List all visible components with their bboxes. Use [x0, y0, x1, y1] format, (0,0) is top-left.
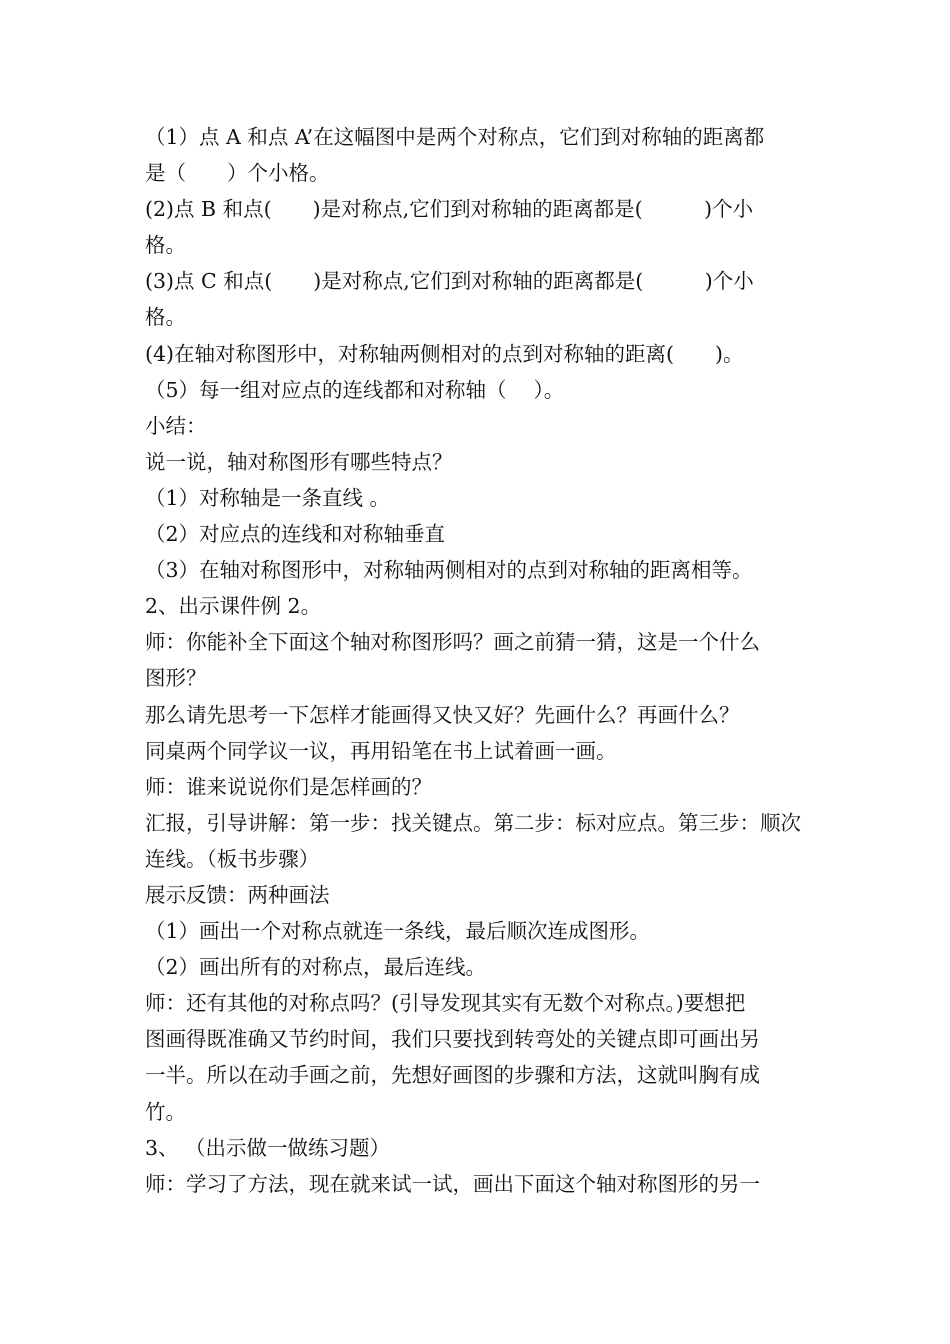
- text-line-feature-2: （2）对应点的连线和对称轴垂直: [145, 522, 446, 547]
- text-line-feature-1: （1）对称轴是一条直线 。: [145, 485, 391, 510]
- text-line-teacher-try: 师：学习了方法，现在就来试一试，画出下面这个轴对称图形的另一: [145, 1171, 760, 1196]
- text-line-question-3-cont: 格。: [145, 305, 186, 330]
- text-line-report-steps-cont: 连线。（板书步骤）: [145, 846, 320, 871]
- text-line-question-5: （5）每一组对应点的连线都和对称轴（ ）。: [145, 377, 565, 402]
- text-line-teacher-question-cont: 图形？: [145, 666, 207, 691]
- text-line-teacher-more-points-cont-1: 图画得既准确又节约时间，我们只要找到转弯处的关键点即可画出另: [145, 1027, 760, 1052]
- text-line-exercise-heading: 3、 （出示做一做练习题）: [145, 1135, 391, 1160]
- text-line-teacher-ask: 师：谁来说说你们是怎样画的？: [145, 774, 432, 799]
- text-line-summary-heading: 小结：: [145, 413, 207, 438]
- text-line-question-1: （1）点 A 和点 A’在这幅图中是两个对称点，它们到对称轴的距离都: [145, 125, 765, 149]
- text-line-feature-3: （3）在轴对称图形中，对称轴两侧相对的点到对称轴的距离相等。: [145, 558, 753, 583]
- text-line-method-1: （1）画出一个对称点就连一条线，最后顺次连成图形。: [145, 919, 651, 944]
- text-line-teacher-more-points: 师：还有其他的对称点吗？(引导发现其实有无数个对称点。)要想把: [145, 991, 746, 1016]
- text-line-question-4: (4)在轴对称图形中，对称轴两侧相对的点到对称轴的距离( )。: [145, 341, 744, 366]
- text-line-feedback-heading: 展示反馈：两种画法: [145, 882, 330, 907]
- text-line-question-2: (2)点 B 和点( )是对称点,它们到对称轴的距离都是( )个小: [145, 197, 754, 222]
- text-line-example-2-heading: 2、出示课件例 2。: [145, 594, 322, 619]
- text-line-question-1-cont: 是（ ）个小格。: [145, 161, 330, 186]
- text-line-teacher-more-points-cont-2: 一半。所以在动手画之前，先想好画图的步骤和方法，这就叫胸有成: [145, 1063, 760, 1088]
- text-line-think-prompt: 那么请先思考一下怎样才能画得又快又好？先画什么？再画什么？: [145, 702, 740, 727]
- text-line-teacher-more-points-cont-3: 竹。: [145, 1099, 186, 1124]
- text-line-method-2: （2）画出所有的对称点，最后连线。: [145, 955, 487, 980]
- text-line-report-steps: 汇报，引导讲解：第一步：找关键点。第二步：标对应点。第三步：顺次: [145, 810, 801, 835]
- document-body: [145, 119, 815, 1202]
- text-line-summary-prompt: 说一说，轴对称图形有哪些特点？: [145, 449, 453, 474]
- text-line-teacher-question: 师：你能补全下面这个轴对称图形吗？画之前猜一猜，这是一个什么: [145, 630, 760, 655]
- text-line-pair-discussion: 同桌两个同学议一议，再用铅笔在书上试着画一画。: [145, 738, 617, 763]
- text-line-question-2-cont: 格。: [145, 233, 186, 258]
- text-line-question-3: (3)点 C 和点( )是对称点,它们到对称轴的距离都是( )个小: [145, 269, 754, 294]
